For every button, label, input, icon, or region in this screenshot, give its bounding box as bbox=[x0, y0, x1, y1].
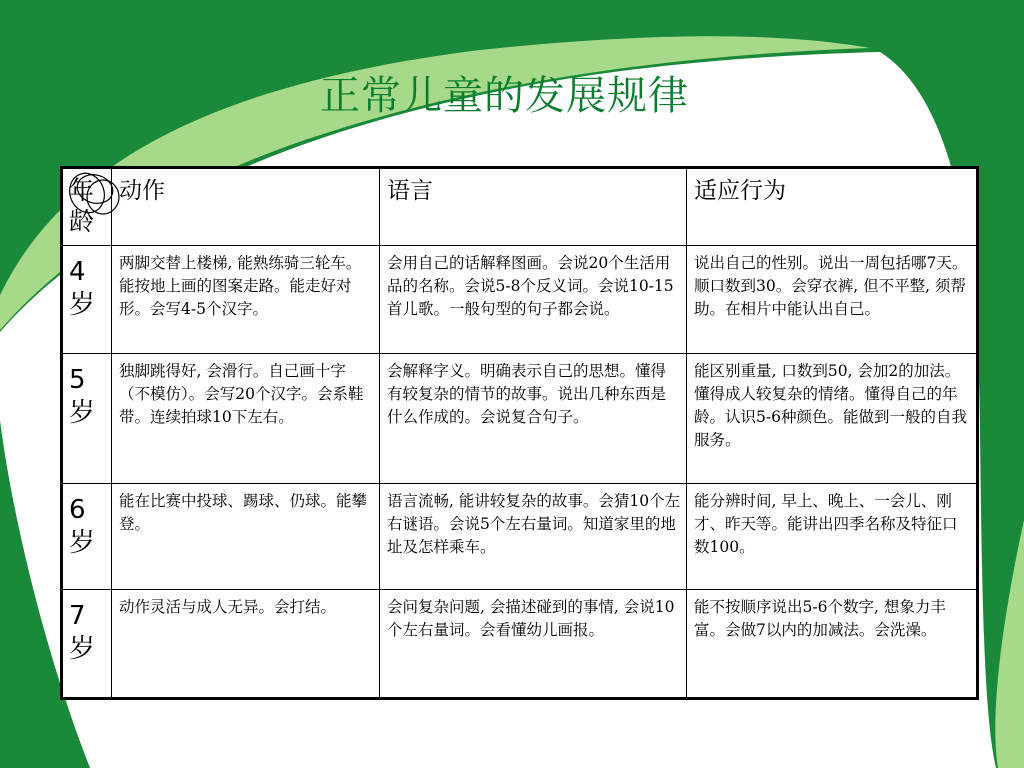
adaptive-cell: 说出自己的性别。说出一周包括哪7天。顺口数到30。会穿衣裤, 但不平整, 须帮助。在相片中能认出自己。 bbox=[687, 246, 978, 354]
adaptive-cell: 能区别重量, 口数到50, 会加2的加法。懂得成人较复杂的情绪。懂得自己的年龄。认识5-6种颜色。能做到一般的自我服务。 bbox=[687, 354, 978, 484]
adaptive-cell: 能不按顺序说出5-6个数字, 想象力丰富。会做7以内的加减法。会洗澡。 bbox=[687, 590, 978, 699]
slide-title: 正常儿童的发展规律 bbox=[320, 73, 689, 119]
language-cell: 会问复杂问题, 会描述碰到的事情, 会说10个左右量词。会看懂幼儿画报。 bbox=[380, 590, 687, 699]
table-row bbox=[62, 246, 978, 354]
age-cell: 7岁 bbox=[62, 590, 112, 699]
header-age: 年龄 bbox=[62, 168, 112, 246]
development-table bbox=[60, 166, 979, 700]
age-cell: 6岁 bbox=[62, 484, 112, 590]
header-language: 语言 bbox=[380, 168, 687, 246]
header-adaptive-behavior: 适应行为 bbox=[687, 168, 978, 246]
language-cell: 会解释字义。明确表示自己的思想。懂得有较复杂的情节的故事。说出几种东西是什么作成的。会说复合句子。 bbox=[380, 354, 687, 484]
action-cell: 能在比赛中投球、踢球、仍球。能攀登。 bbox=[112, 484, 380, 590]
header-action: 动作 bbox=[112, 168, 380, 246]
action-cell: 两脚交替上楼梯, 能熟练骑三轮车。能按地上画的图案走路。能走好对形。会写4-5个汉字。 bbox=[112, 246, 380, 354]
language-cell: 语言流畅, 能讲较复杂的故事。会猜10个左右谜语。会说5个左右量词。知道家里的地址及怎样乘车。 bbox=[380, 484, 687, 590]
header-row bbox=[62, 168, 978, 246]
age-cell: 4岁 bbox=[62, 246, 112, 354]
table-row bbox=[62, 484, 978, 590]
action-cell: 独脚跳得好, 会滑行。自己画十字（不模仿）。会写20个汉字。会系鞋带。连续拍球10下左右。 bbox=[112, 354, 380, 484]
adaptive-cell: 能分辨时间, 早上、晚上、一会儿、刚才、昨天等。能讲出四季名称及特征口数100。 bbox=[687, 484, 978, 590]
language-cell: 会用自己的话解释图画。会说20个生活用品的名称。会说5-8个反义词。会说10-15首儿歌。一般句型的句子都会说。 bbox=[380, 246, 687, 354]
table-row bbox=[62, 590, 978, 699]
age-cell: 5岁 bbox=[62, 354, 112, 484]
circle-scribble-decoration bbox=[65, 169, 125, 221]
table-row bbox=[62, 354, 978, 484]
action-cell: 动作灵活与成人无异。会打结。 bbox=[112, 590, 380, 699]
